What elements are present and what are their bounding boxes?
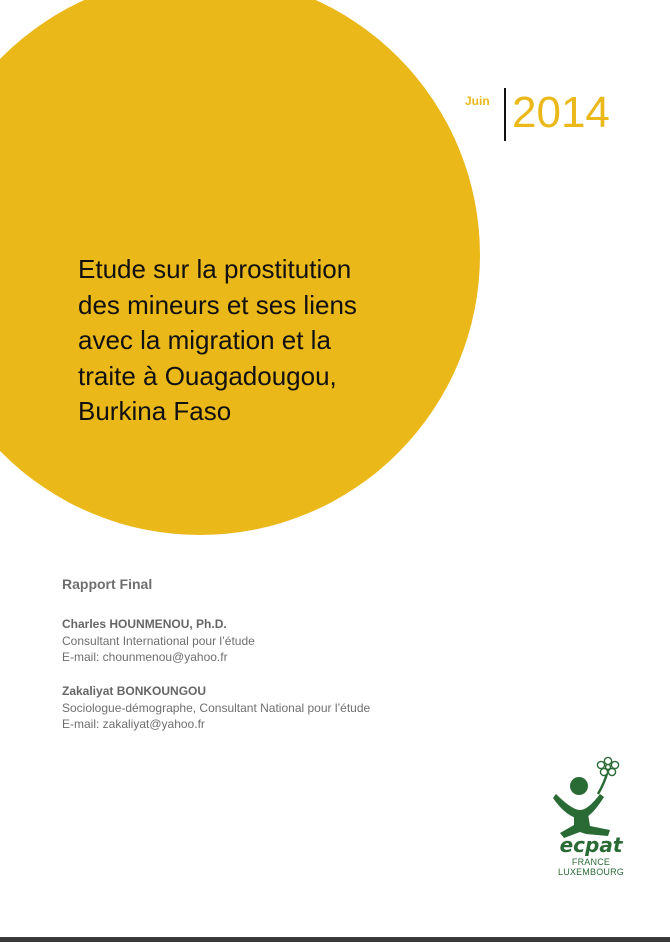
author-block xyxy=(62,616,255,666)
date-month: Juin xyxy=(465,94,490,108)
title-line: des mineurs et ses liens xyxy=(78,289,357,320)
author-name: Charles HOUNMENOU, Ph.D. xyxy=(62,617,227,631)
ecpat-logo xyxy=(550,756,632,880)
report-type: Rapport Final xyxy=(62,576,153,592)
author-block xyxy=(62,683,370,733)
title-line: Etude sur la prostitution xyxy=(78,254,352,284)
bottom-border xyxy=(0,937,670,942)
author-role: Sociologue-démographe, Consultant National pour l’étude xyxy=(62,700,371,715)
date-year: 2014 xyxy=(512,88,610,137)
document-title xyxy=(78,252,418,430)
logo-country-france: FRANCE xyxy=(571,857,611,867)
title-line: avec la migration et la xyxy=(78,325,331,355)
title-line: traite à Ouagadougou, xyxy=(78,360,337,391)
author-email: E-mail: zakaliyat@yahoo.fr xyxy=(62,717,205,731)
author-name: Zakaliyat BONKOUNGOU xyxy=(62,684,207,698)
logo-country-luxembourg: LUXEMBOURG xyxy=(557,867,624,877)
ecpat-figure-icon xyxy=(550,756,632,856)
ecpat-wordmark: ecpat xyxy=(559,833,623,856)
title-line: Burkina Faso xyxy=(78,396,232,426)
date-divider xyxy=(504,88,506,141)
author-role: Consultant International pour l’étude xyxy=(62,633,255,648)
author-email: E-mail: chounmenou@yahoo.fr xyxy=(62,650,228,664)
